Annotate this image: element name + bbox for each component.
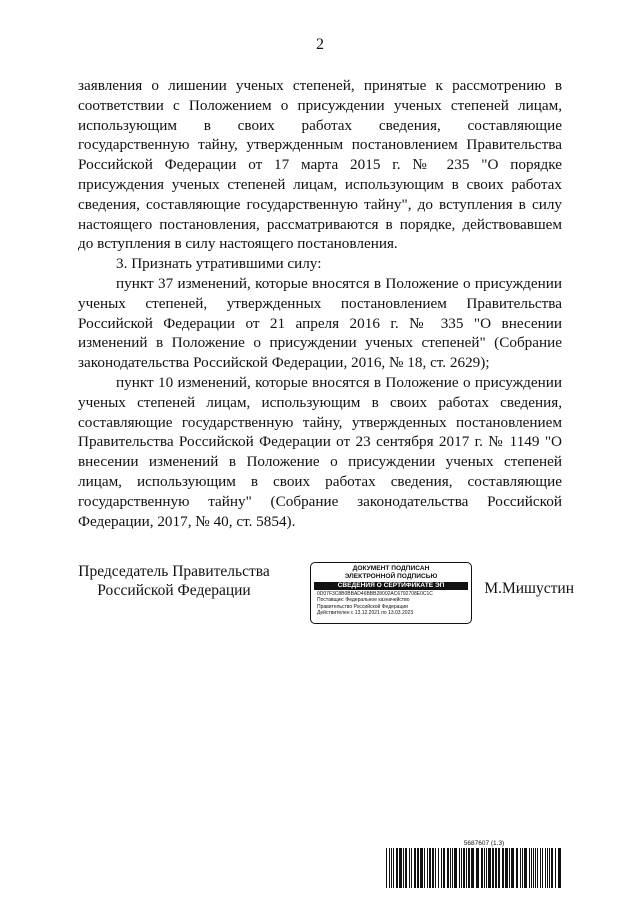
- electronic-signature-stamp: [310, 562, 472, 624]
- stamp-issuer: Поставщик: Федеральное казначейство: [317, 597, 410, 604]
- barcode-bar: [399, 848, 402, 888]
- barcode-bar: [461, 848, 462, 888]
- barcode-bar: [484, 848, 485, 888]
- barcode-bar: [414, 848, 416, 888]
- barcode-icon: [386, 848, 562, 888]
- paragraph-point-37: пункт 37 изменений, которые вносятся в Положение о присуждении ученых степеней, утвержденных постановлением Правительства Российской Федерации от 21 апреля 2016 г. № 335 "О внесении изменений в Положение о присуждении ученых степеней" (Собрание законодательства Российской Федерации, 2016, № 18, ст. 2629);: [78, 274, 562, 372]
- barcode-bar: [405, 848, 407, 888]
- signer-title: [64, 562, 284, 600]
- barcode-bar: [447, 848, 449, 888]
- barcode-bar: [386, 848, 387, 888]
- stamp-serial: 0D07F3C8B0BBAD46BBB28002AC6792708E0C1C: [317, 591, 433, 597]
- barcode-bar: [391, 848, 392, 888]
- barcode-bar: [463, 848, 465, 888]
- stamp-validity: Действителен с 13.12.2021 по 13.03.2023: [317, 610, 414, 617]
- paragraph-item-3: 3. Признать утратившими силу:: [116, 255, 322, 273]
- barcode-bar: [486, 848, 487, 888]
- barcode-bar: [535, 848, 536, 888]
- signer-title-line1: Председатель Правительства: [78, 563, 270, 580]
- barcode-bar: [505, 848, 508, 888]
- barcode-bar: [432, 848, 434, 888]
- barcode-bar: [522, 848, 523, 888]
- barcode-bar: [529, 848, 530, 888]
- barcode-bar: [542, 848, 543, 888]
- barcode-bar: [454, 848, 457, 888]
- barcode-bar: [443, 848, 445, 888]
- stamp-line1: ДОКУМЕНТ ПОДПИСАН: [352, 565, 430, 572]
- barcode-bar: [389, 848, 390, 888]
- barcode-bar: [441, 848, 442, 888]
- page-number: 2: [316, 36, 324, 53]
- barcode-bar: [409, 848, 410, 888]
- barcode-code: 5687607 (1.3): [463, 840, 505, 847]
- stamp-line2: ЭЛЕКТРОННОЙ ПОДПИСЬЮ: [344, 573, 438, 580]
- stamp-certificate-bar: СВЕДЕНИЯ О СЕРТИФИКАТЕ ЭП: [314, 582, 468, 590]
- barcode-bar: [524, 848, 527, 888]
- barcode-bar: [471, 848, 474, 888]
- barcode-bar: [533, 848, 534, 888]
- signer-title-line2: Российской Федерации: [97, 582, 251, 599]
- barcode-bar: [540, 848, 541, 888]
- barcode-bar: [520, 848, 521, 888]
- stamp-header: [311, 565, 471, 581]
- barcode-bar: [516, 848, 518, 888]
- stamp-owner: Правительство Российской Федерации: [317, 603, 408, 610]
- barcode-bar: [488, 848, 491, 888]
- signature-block: [64, 560, 574, 630]
- barcode-bar: [495, 848, 497, 888]
- barcode-bar: [468, 848, 470, 888]
- barcode-bar: [547, 848, 548, 888]
- barcode-bar: [492, 848, 494, 888]
- barcode-area: [386, 840, 562, 888]
- barcode-bar: [438, 848, 439, 888]
- barcode-bar: [549, 848, 550, 888]
- barcode-bar: [396, 848, 398, 888]
- barcode-bar: [537, 848, 538, 888]
- barcode-bar: [476, 848, 479, 888]
- barcode-bar: [429, 848, 431, 888]
- barcode-bar: [511, 848, 514, 888]
- barcode-bar: [558, 848, 561, 888]
- barcode-bar: [481, 848, 483, 888]
- barcode-bar: [393, 848, 394, 888]
- barcode-bar: [424, 848, 425, 888]
- barcode-bar: [403, 848, 404, 888]
- barcode-bar: [417, 848, 419, 888]
- barcode-bar: [498, 848, 500, 888]
- document-body: [78, 76, 562, 531]
- barcode-bar: [435, 848, 436, 888]
- barcode-bar: [466, 848, 467, 888]
- barcode-bar: [555, 848, 556, 888]
- barcode-bar: [450, 848, 451, 888]
- barcode-bar: [411, 848, 412, 888]
- barcode-bar: [509, 848, 510, 888]
- barcode-bar: [427, 848, 428, 888]
- barcode-bar: [452, 848, 453, 888]
- barcode-bar: [502, 848, 504, 888]
- paragraph-continuation: заявления о лишении ученых степеней, принятые к рассмотрению в соответствии с Положением о присуждении ученых степеней лицам, использующим в своих работах сведения, составляющие государственную тайну, утвержденным постановлением Правительства Российской Федерации от 17 марта 2015 г. № 235 "О порядке присуждения ученых степеней лицам, использующим в своих работах сведения, составляющие государственную тайну", до вступления в силу настоящего постановления, рассматриваются в порядке, действовавшем до вступления в силу настоящего постановления.: [78, 77, 562, 253]
- barcode-bar: [551, 848, 553, 888]
- barcode-bar: [459, 848, 460, 888]
- barcode-bar: [545, 848, 546, 888]
- barcode-bar: [531, 848, 532, 888]
- paragraph-point-10: пункт 10 изменений, которые вносятся в Положение о присуждении ученых степеней лицам, использующим в своих работах сведения, составляющие государственную тайну, утвержденных постановлением Правительства Российской Федерации от 23 сентября 2017 г. № 1149 "О внесении изменений в Положение о присуждении ученых степеней лицам, использующим в своих работах сведения, составляющие государственную тайну" (Собрание законодательства Российской Федерации, 2017, № 40, ст. 5854).: [78, 373, 562, 530]
- barcode-bar: [420, 848, 423, 888]
- signer-name: М.Мишустин: [484, 580, 574, 597]
